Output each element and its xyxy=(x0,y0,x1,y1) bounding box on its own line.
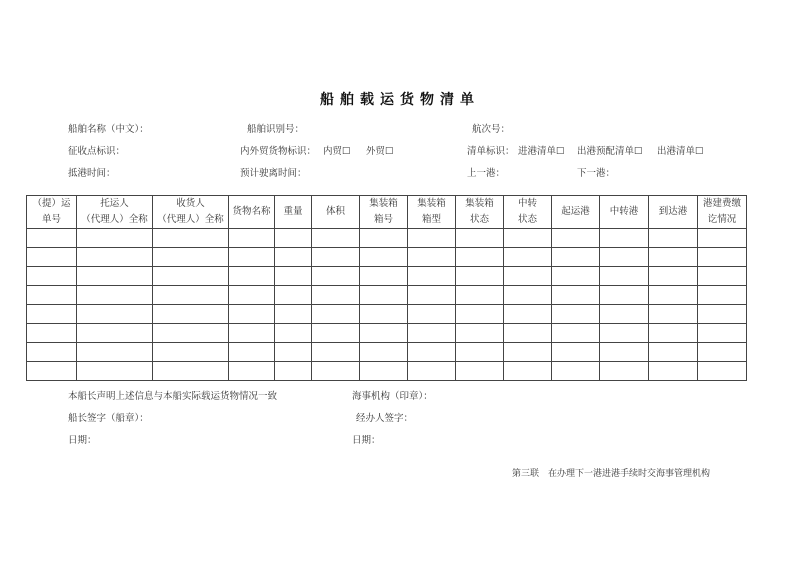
table-cell[interactable] xyxy=(360,286,408,305)
manifest-inbound-checkbox[interactable]: 进港清单☐ xyxy=(518,146,565,157)
table-cell[interactable] xyxy=(27,267,77,286)
table-cell[interactable] xyxy=(649,286,698,305)
column-header-line1: 中转 xyxy=(517,198,537,209)
table-cell[interactable] xyxy=(27,343,77,362)
table-cell[interactable] xyxy=(552,343,600,362)
est-departure-time-field: 预计驶离时间： xyxy=(240,168,307,179)
table-cell[interactable] xyxy=(153,267,229,286)
trade-foreign-checkbox[interactable]: 外贸☐ xyxy=(366,146,394,157)
table-cell[interactable] xyxy=(360,248,408,267)
next-port-field: 下一港： xyxy=(577,168,616,179)
table-cell[interactable] xyxy=(649,305,698,324)
handler-signature-field: 经办人签字： xyxy=(356,413,414,424)
table-row xyxy=(27,229,747,248)
table-cell[interactable] xyxy=(275,267,312,286)
table-cell[interactable] xyxy=(649,267,698,286)
table-cell[interactable] xyxy=(153,286,229,305)
prev-port-field: 上一港： xyxy=(467,168,506,179)
table-cell[interactable] xyxy=(229,343,275,362)
table-cell[interactable] xyxy=(552,267,600,286)
column-header-line1: 体积 xyxy=(325,206,345,217)
table-cell[interactable] xyxy=(456,248,504,267)
column-header-line2: 讫情况 xyxy=(707,214,737,225)
manifest-outbound-pre-checkbox[interactable]: 出港预配清单☐ xyxy=(577,146,643,157)
column-header-line1: 集装箱 xyxy=(465,198,494,209)
table-cell[interactable] xyxy=(153,362,229,381)
table-cell[interactable] xyxy=(600,248,649,267)
column-header xyxy=(312,196,360,229)
column-header xyxy=(360,196,408,229)
table-cell[interactable] xyxy=(229,324,275,343)
table-cell[interactable] xyxy=(153,324,229,343)
table-cell[interactable] xyxy=(649,343,698,362)
table-cell[interactable] xyxy=(456,343,504,362)
table-cell[interactable] xyxy=(408,362,456,381)
handler-date-field: 日期： xyxy=(352,435,381,446)
table-cell[interactable] xyxy=(312,267,360,286)
table-cell[interactable] xyxy=(275,229,312,248)
column-header-line1: 货物名称 xyxy=(232,206,271,217)
table-cell[interactable] xyxy=(552,362,600,381)
column-header-line1: 集装箱 xyxy=(369,198,398,209)
table-cell[interactable] xyxy=(77,324,153,343)
table-cell[interactable] xyxy=(153,248,229,267)
ship-id-field: 船舶识别号： xyxy=(247,124,305,135)
table-cell[interactable] xyxy=(229,267,275,286)
table-cell[interactable] xyxy=(27,324,77,343)
table-cell[interactable] xyxy=(456,286,504,305)
table-cell[interactable] xyxy=(360,229,408,248)
voyage-no-field: 航次号： xyxy=(472,124,511,135)
table-cell[interactable] xyxy=(408,248,456,267)
table-cell[interactable] xyxy=(229,286,275,305)
table-row xyxy=(27,267,747,286)
table-cell[interactable] xyxy=(408,229,456,248)
column-header xyxy=(504,196,552,229)
column-header-line1: 重量 xyxy=(283,206,303,217)
column-header xyxy=(229,196,275,229)
table-cell[interactable] xyxy=(698,343,747,362)
table-cell[interactable] xyxy=(27,362,77,381)
table-cell[interactable] xyxy=(408,286,456,305)
table-cell[interactable] xyxy=(504,362,552,381)
table-cell[interactable] xyxy=(312,343,360,362)
table-cell[interactable] xyxy=(360,305,408,324)
table-cell[interactable] xyxy=(408,324,456,343)
table-cell[interactable] xyxy=(27,286,77,305)
copy-note: 第三联 在办理下一港进港手续时交海事管理机构 xyxy=(512,469,711,479)
table-cell[interactable] xyxy=(77,362,153,381)
table-cell[interactable] xyxy=(698,324,747,343)
table-cell[interactable] xyxy=(504,267,552,286)
table-cell[interactable] xyxy=(229,305,275,324)
table-cell[interactable] xyxy=(552,286,600,305)
table-cell[interactable] xyxy=(77,305,153,324)
table-cell[interactable] xyxy=(275,286,312,305)
table-cell[interactable] xyxy=(77,343,153,362)
table-cell[interactable] xyxy=(552,229,600,248)
column-header xyxy=(698,196,747,229)
table-cell[interactable] xyxy=(698,248,747,267)
table-cell[interactable] xyxy=(153,305,229,324)
msa-seal-field: 海事机构（印章）： xyxy=(352,391,433,402)
table-cell[interactable] xyxy=(552,305,600,324)
table-cell[interactable] xyxy=(649,248,698,267)
table-cell[interactable] xyxy=(504,324,552,343)
table-cell[interactable] xyxy=(456,267,504,286)
table-cell[interactable] xyxy=(229,229,275,248)
table-cell[interactable] xyxy=(504,286,552,305)
table-cell[interactable] xyxy=(275,248,312,267)
table-row xyxy=(27,324,747,343)
table-cell[interactable] xyxy=(229,362,275,381)
column-header-line2: （代理人）全称 xyxy=(157,214,224,225)
column-header-line1: （提）运 xyxy=(32,198,71,209)
manifest-type-label: 清单标识： xyxy=(467,146,515,157)
table-cell[interactable] xyxy=(312,286,360,305)
table-cell[interactable] xyxy=(600,286,649,305)
table-cell[interactable] xyxy=(408,267,456,286)
table-cell[interactable] xyxy=(275,362,312,381)
column-header-line1: 起运港 xyxy=(561,206,590,217)
table-row xyxy=(27,343,747,362)
column-header-line1: 中转港 xyxy=(609,206,639,217)
table-cell[interactable] xyxy=(456,229,504,248)
table-cell[interactable] xyxy=(456,362,504,381)
table-cell[interactable] xyxy=(27,305,77,324)
captain-signature-field: 船长签字（船章）： xyxy=(68,413,149,424)
table-cell[interactable] xyxy=(649,324,698,343)
column-header-line1: 集装箱 xyxy=(417,198,446,209)
trade-domestic-checkbox[interactable]: 内贸☐ xyxy=(323,146,351,157)
table-cell[interactable] xyxy=(77,248,153,267)
table-cell[interactable] xyxy=(504,229,552,248)
table-cell[interactable] xyxy=(27,248,77,267)
table-row xyxy=(27,248,747,267)
table-cell[interactable] xyxy=(77,286,153,305)
column-header xyxy=(27,196,77,229)
table-cell[interactable] xyxy=(408,343,456,362)
table-cell[interactable] xyxy=(360,343,408,362)
table-cell[interactable] xyxy=(504,343,552,362)
column-header-line2: 状态 xyxy=(517,214,537,225)
column-header-line2: 状态 xyxy=(469,214,489,225)
table-cell[interactable] xyxy=(312,362,360,381)
cargo-manifest-table xyxy=(26,195,747,381)
table-cell[interactable] xyxy=(456,324,504,343)
column-header-line2: 单号 xyxy=(41,214,61,225)
column-header xyxy=(552,196,600,229)
table-cell[interactable] xyxy=(600,362,649,381)
table-cell[interactable] xyxy=(77,267,153,286)
table-cell[interactable] xyxy=(312,324,360,343)
table-cell[interactable] xyxy=(698,362,747,381)
table-cell[interactable] xyxy=(552,248,600,267)
collection-point-field: 征收点标识： xyxy=(68,146,126,157)
table-cell[interactable] xyxy=(275,305,312,324)
table-cell[interactable] xyxy=(504,305,552,324)
table-cell[interactable] xyxy=(456,305,504,324)
table-header-row xyxy=(27,196,747,229)
manifest-outbound-checkbox[interactable]: 出港清单☐ xyxy=(657,146,704,157)
column-header-line2: 箱型 xyxy=(421,214,441,225)
table-row xyxy=(27,305,747,324)
table-cell[interactable] xyxy=(27,229,77,248)
table-cell[interactable] xyxy=(360,267,408,286)
table-cell[interactable] xyxy=(698,267,747,286)
column-header-line2: 箱号 xyxy=(373,214,393,225)
table-cell[interactable] xyxy=(275,324,312,343)
table-cell[interactable] xyxy=(600,305,649,324)
column-header-line1: 收货人 xyxy=(176,198,205,209)
table-cell[interactable] xyxy=(649,229,698,248)
column-header-line2: （代理人）全称 xyxy=(81,214,148,225)
table-cell[interactable] xyxy=(312,248,360,267)
column-header xyxy=(275,196,312,229)
table-cell[interactable] xyxy=(360,362,408,381)
table-cell[interactable] xyxy=(229,248,275,267)
table-cell[interactable] xyxy=(153,229,229,248)
table-cell[interactable] xyxy=(600,343,649,362)
table-cell[interactable] xyxy=(275,343,312,362)
table-cell[interactable] xyxy=(153,343,229,362)
column-header xyxy=(600,196,649,229)
table-cell[interactable] xyxy=(312,305,360,324)
table-cell[interactable] xyxy=(698,305,747,324)
table-cell[interactable] xyxy=(698,286,747,305)
table-cell[interactable] xyxy=(600,324,649,343)
table-row xyxy=(27,286,747,305)
table-cell[interactable] xyxy=(552,324,600,343)
table-cell[interactable] xyxy=(698,229,747,248)
table-cell[interactable] xyxy=(360,324,408,343)
column-header-line1: 到达港 xyxy=(658,206,688,217)
captain-date-field: 日期： xyxy=(68,435,97,446)
document-title: 船舶载运货物清单 xyxy=(320,92,480,108)
column-header-line1: 港建费缴 xyxy=(702,198,741,209)
trade-type-label: 内外贸货物标识： xyxy=(240,146,317,157)
ship-name-cn-field: 船舶名称（中文）： xyxy=(68,124,149,135)
table-cell[interactable] xyxy=(77,229,153,248)
table-cell[interactable] xyxy=(504,248,552,267)
table-cell[interactable] xyxy=(600,229,649,248)
column-header xyxy=(649,196,698,229)
table-cell[interactable] xyxy=(649,362,698,381)
table-cell[interactable] xyxy=(408,305,456,324)
table-cell[interactable] xyxy=(312,229,360,248)
column-header xyxy=(153,196,229,229)
column-header xyxy=(408,196,456,229)
column-header xyxy=(456,196,504,229)
table-row xyxy=(27,362,747,381)
captain-declaration: 本船长声明上述信息与本船实际载运货物情况一致 xyxy=(68,391,278,402)
arrival-time-field: 抵港时间： xyxy=(68,168,116,179)
table-cell[interactable] xyxy=(600,267,649,286)
column-header xyxy=(77,196,153,229)
column-header-line1: 托运人 xyxy=(100,198,129,209)
